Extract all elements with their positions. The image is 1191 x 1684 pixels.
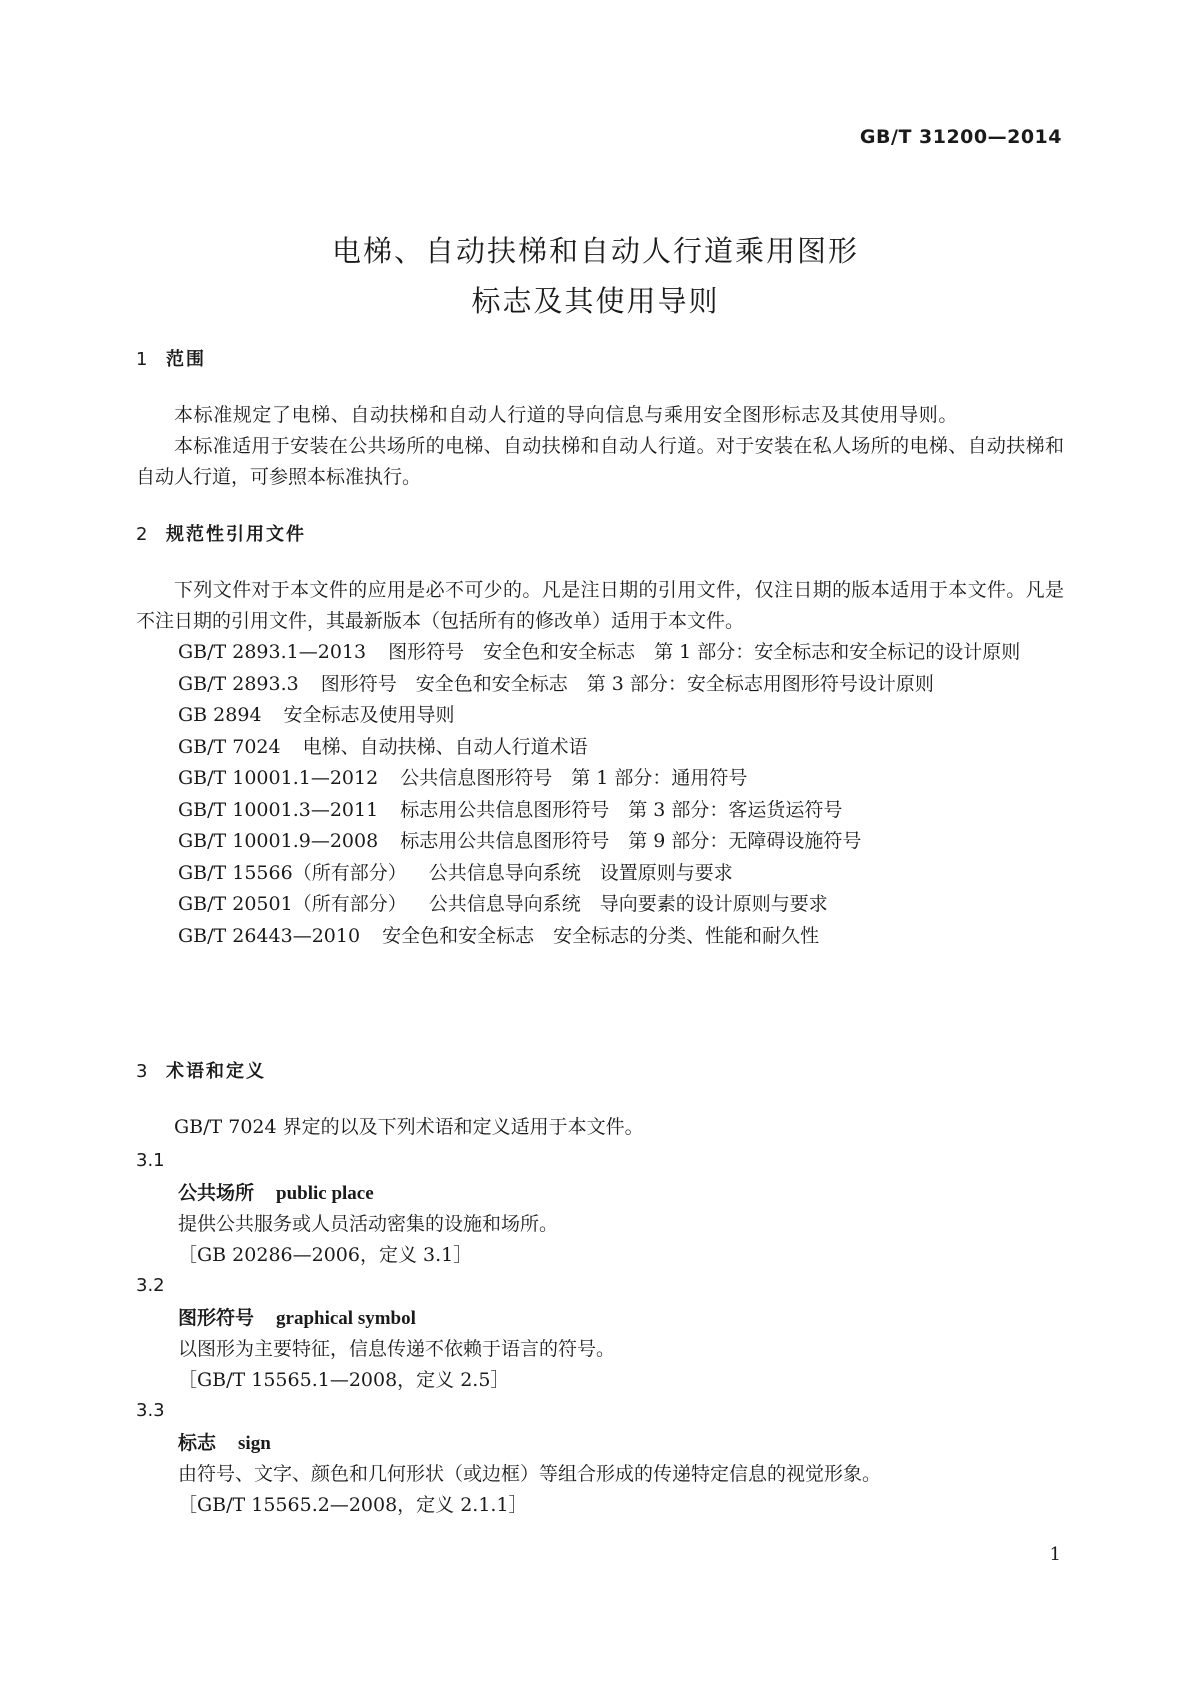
term-heading <box>178 1303 615 1334</box>
scope-paragraph-2: 本标准适用于安装在公共场所的电梯、自动扶梯和自动人行道。对于安装在私人场所的电梯、自动扶梯和自动人行道，可参照本标准执行。 <box>136 435 1064 488</box>
reference-code: GB/T 20501（所有部分） <box>178 893 407 915</box>
term-zh: 图形符号 <box>178 1307 255 1329</box>
section-number: 1 <box>136 349 150 370</box>
section-heading-scope <box>136 345 206 371</box>
reference-title: 安全标志及使用导则 <box>283 704 455 726</box>
reference-code: GB/T 10001.9—2008 <box>178 830 379 852</box>
term-number: 3.1 <box>136 1150 165 1171</box>
term-entry <box>178 1178 558 1271</box>
reference-item <box>136 858 1064 890</box>
reference-item <box>136 795 1064 827</box>
reference-code: GB/T 7024 <box>178 735 281 758</box>
term-heading <box>178 1178 558 1209</box>
section-title: 范围 <box>166 349 206 370</box>
reference-list <box>136 637 1064 952</box>
term-zh: 标志 <box>178 1432 217 1454</box>
standard-code: GB/T 31200—2014 <box>859 126 1062 148</box>
terms-intro: GB/T 7024 界定的以及下列术语和定义适用于本文件。 <box>174 1116 644 1138</box>
reference-item <box>136 921 1064 953</box>
reference-item <box>136 763 1064 795</box>
reference-code: GB/T 10001.3—2011 <box>178 798 379 821</box>
reference-item <box>136 637 1064 669</box>
reference-code: GB/T 10001.1—2012 <box>178 767 379 789</box>
term-definition: 由符号、文字、颜色和几何形状（或边框）等组合形成的传递特定信息的视觉形象。 <box>178 1463 882 1485</box>
section-number: 3 <box>136 1061 150 1082</box>
section-heading-normative <box>136 520 306 546</box>
reference-code: GB/T 2893.1—2013 <box>178 641 367 663</box>
section-number: 2 <box>136 524 150 545</box>
term-number: 3.3 <box>136 1400 165 1421</box>
term-en: public place <box>276 1183 374 1204</box>
term-zh: 公共场所 <box>178 1182 255 1204</box>
section-title: 规范性引用文件 <box>166 524 306 545</box>
reference-item <box>136 732 1064 764</box>
terms-intro-block <box>136 1112 1064 1143</box>
reference-item <box>136 889 1064 921</box>
reference-title: 标志用公共信息图形符号 第 3 部分：客运货运符号 <box>400 798 843 821</box>
term-source: ［GB/T 15565.2—2008，定义 2.1.1］ <box>178 1494 528 1516</box>
normative-intro: 下列文件对于本文件的应用是必不可少的。凡是注日期的引用文件，仅注日期的版本适用于本文件。凡是不注日期的引用文件，其最新版本（包括所有的修改单）适用于本文件。 <box>136 579 1064 632</box>
term-definition: 提供公共服务或人员活动密集的设施和场所。 <box>178 1213 559 1235</box>
title-line-2: 标志及其使用导则 <box>471 284 720 318</box>
reference-title: 公共信息导向系统 设置原则与要求 <box>428 861 733 884</box>
document-title <box>0 226 1191 326</box>
reference-item <box>136 669 1064 701</box>
reference-title: 安全色和安全标志 安全标志的分类、性能和耐久性 <box>382 924 820 947</box>
reference-item <box>136 826 1064 858</box>
term-entry <box>178 1303 615 1396</box>
reference-title: 图形符号 安全色和安全标志 第 1 部分：安全标志和安全标记的设计原则 <box>388 641 1021 663</box>
scope-paragraph-1: 本标准规定了电梯、自动扶梯和自动人行道的导向信息与乘用安全图形标志及其使用导则。 <box>174 404 959 426</box>
reference-title: 公共信息图形符号 第 1 部分：通用符号 <box>400 767 748 789</box>
term-entry <box>178 1428 881 1521</box>
reference-title: 标志用公共信息图形符号 第 9 部分：无障碍设施符号 <box>400 830 862 852</box>
reference-code: GB/T 15566（所有部分） <box>178 861 407 884</box>
term-en: graphical symbol <box>276 1308 416 1329</box>
reference-title: 图形符号 安全色和安全标志 第 3 部分：安全标志用图形符号设计原则 <box>320 672 934 695</box>
page-number: 1 <box>1049 1544 1061 1565</box>
reference-item <box>136 700 1064 732</box>
scope-body <box>136 400 1064 493</box>
reference-title: 公共信息导向系统 导向要素的设计原则与要求 <box>428 893 828 915</box>
term-en: sign <box>238 1433 271 1454</box>
section-title: 术语和定义 <box>166 1061 266 1082</box>
reference-title: 电梯、自动扶梯、自动人行道术语 <box>302 735 588 758</box>
reference-code: GB/T 2893.3 <box>178 672 299 695</box>
term-heading <box>178 1428 881 1459</box>
reference-code: GB 2894 <box>178 704 262 726</box>
section-heading-terms <box>136 1057 266 1083</box>
term-source: ［GB/T 15565.1—2008，定义 2.5］ <box>178 1369 510 1391</box>
term-number: 3.2 <box>136 1275 165 1296</box>
term-source: ［GB 20286—2006，定义 3.1］ <box>178 1244 473 1266</box>
reference-code: GB/T 26443—2010 <box>178 924 361 947</box>
title-line-1: 电梯、自动扶梯和自动人行道乘用图形 <box>331 234 859 268</box>
normative-body <box>136 575 1064 952</box>
term-definition: 以图形为主要特征，信息传递不依赖于语言的符号。 <box>178 1338 616 1360</box>
